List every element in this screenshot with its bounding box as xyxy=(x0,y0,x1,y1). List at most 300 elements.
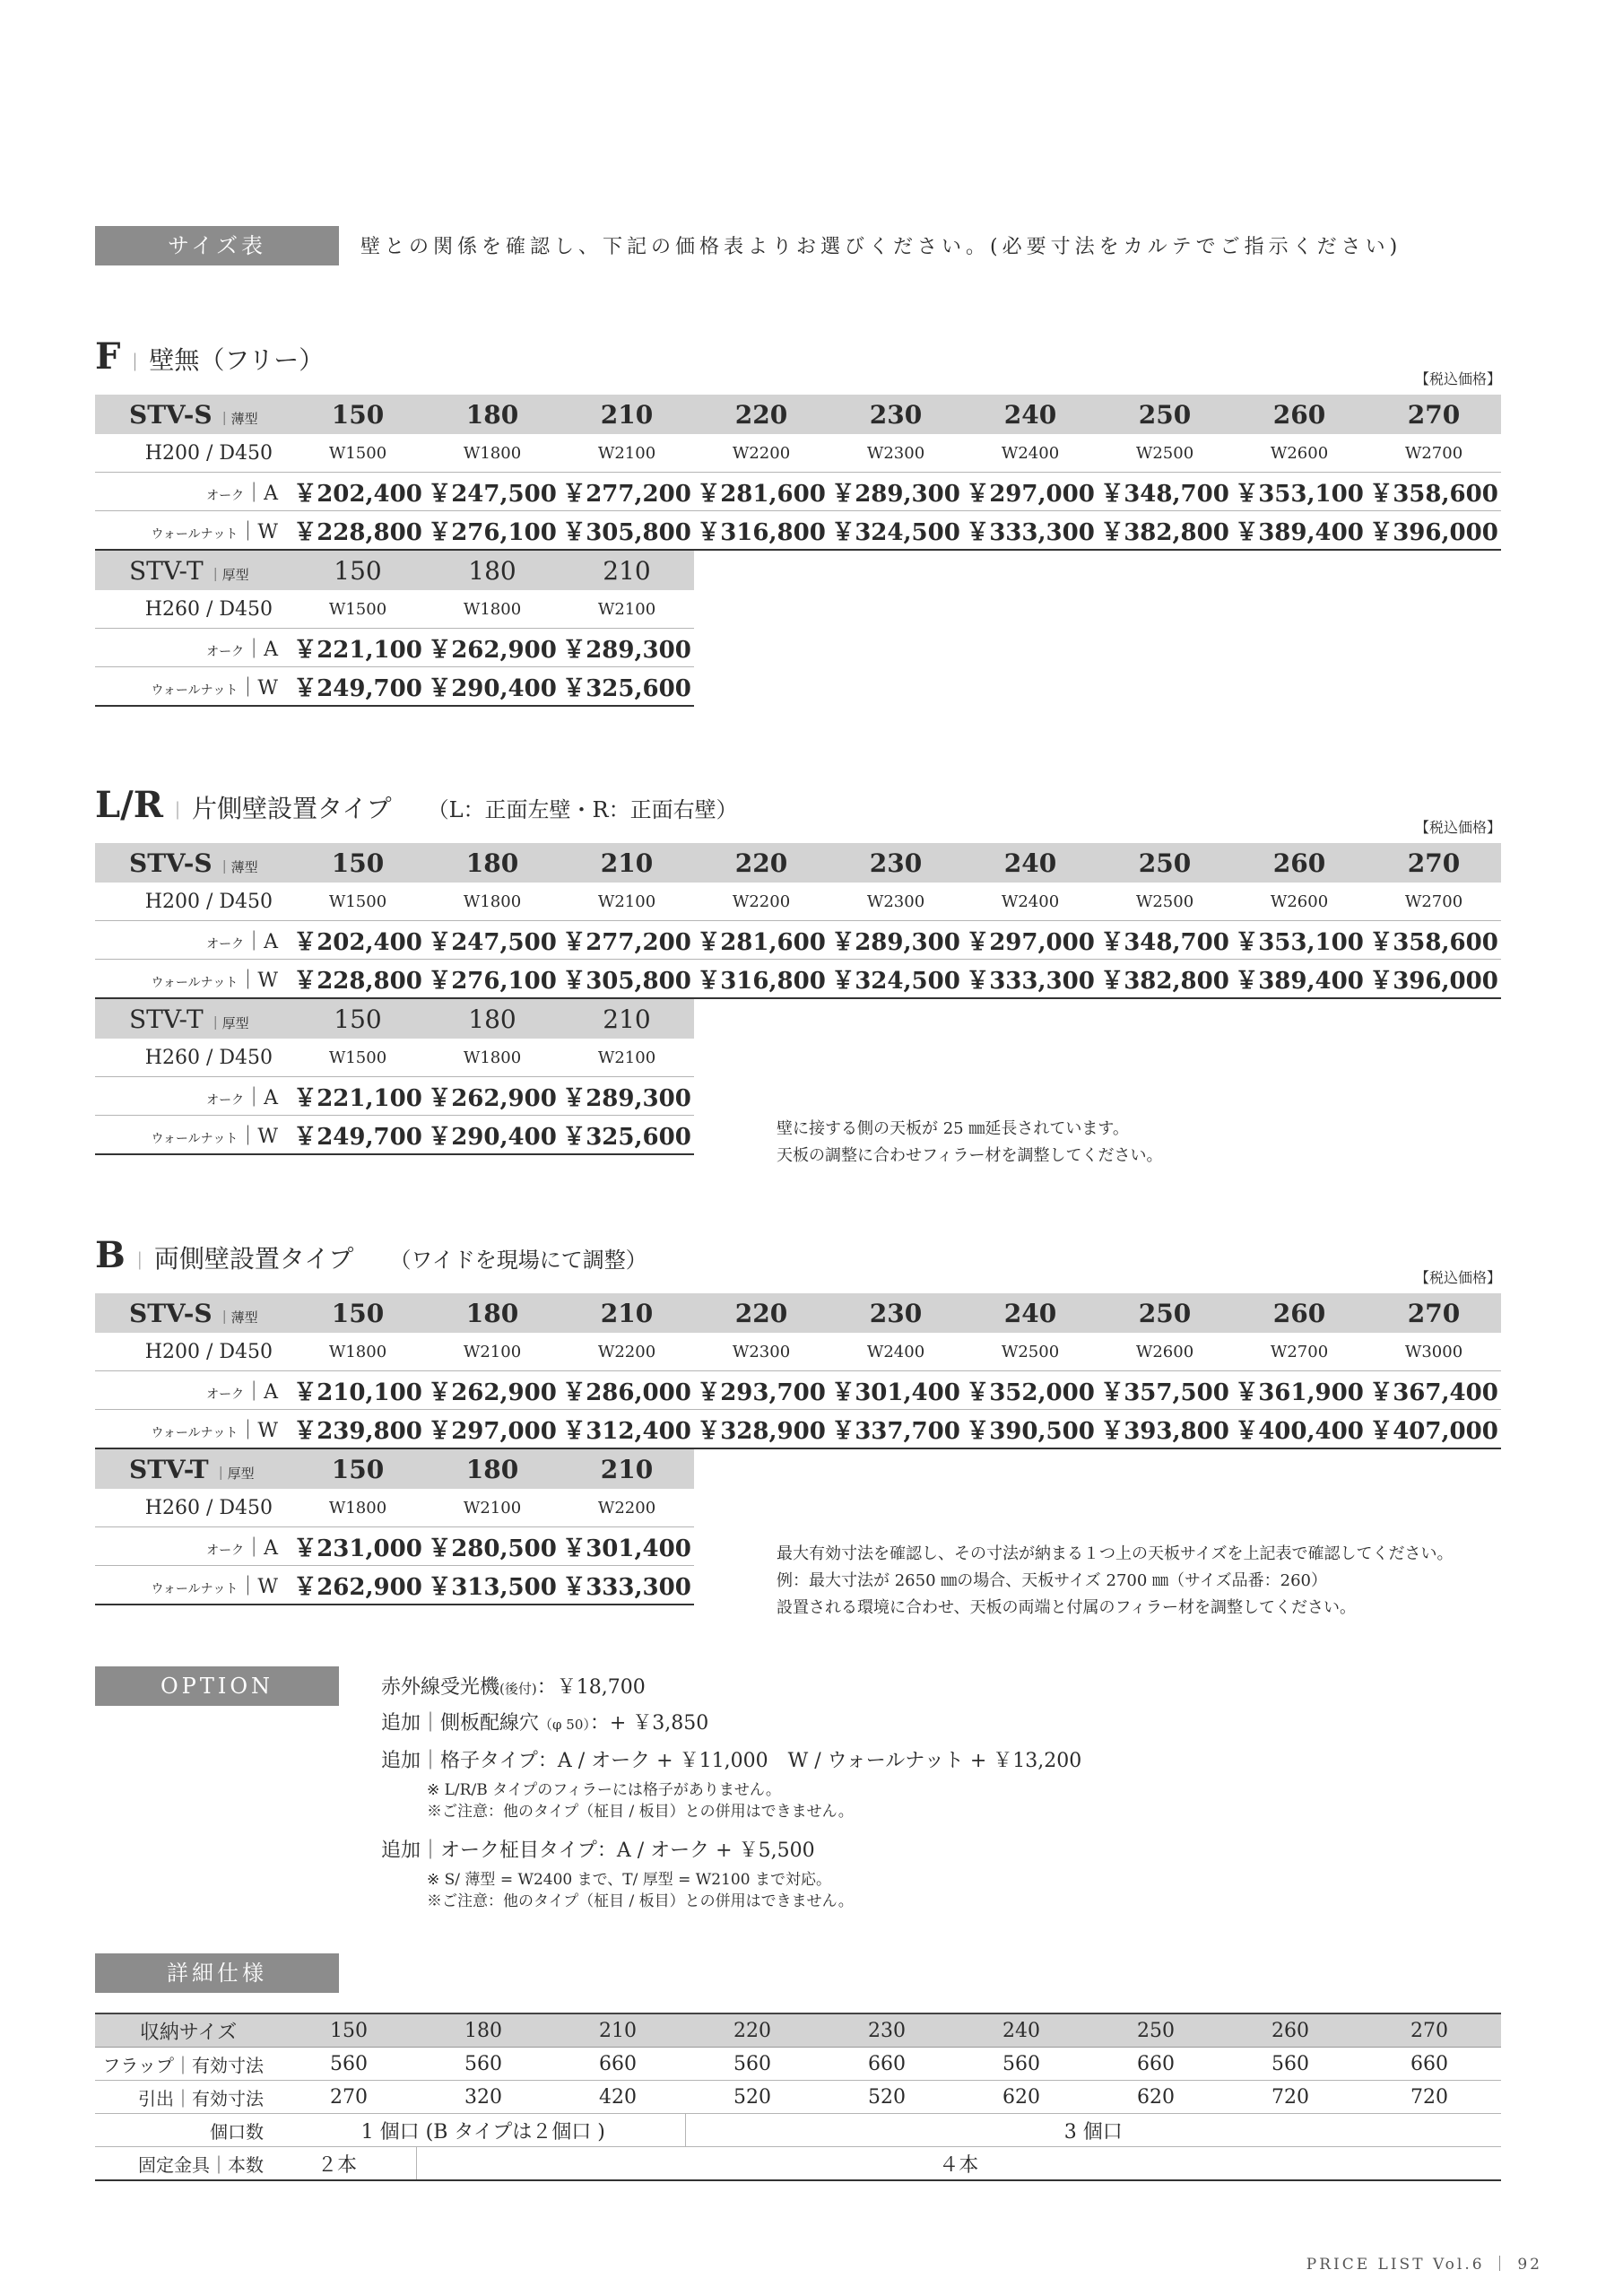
option-label: OPTION xyxy=(95,1666,339,1706)
spec-size: 250 xyxy=(1089,2013,1223,2048)
walnut-price: ￥228,800 xyxy=(291,960,425,999)
section-note-line: 天板の調整に合わせフィラー材を調整してください。 xyxy=(777,1146,1163,1165)
walnut-price: ￥396,000 xyxy=(1367,511,1501,551)
spec-cell: 520 xyxy=(685,2081,820,2114)
oak-price-row xyxy=(95,1077,694,1116)
walnut-price: ￥312,400 xyxy=(560,1410,694,1449)
width-value: W2300 xyxy=(829,883,963,921)
size-value: 180 xyxy=(425,551,560,590)
dimension-label: H260 / D450 xyxy=(95,590,291,629)
oak-label-text: オーク xyxy=(206,644,245,659)
oak-grade: ｜A xyxy=(244,930,278,953)
walnut-grade-text: W xyxy=(257,1419,278,1442)
width-value: W2300 xyxy=(829,434,963,473)
oak-grade: ｜A xyxy=(244,1086,278,1109)
section-divider: ｜ xyxy=(126,352,144,373)
model-code: STV-T xyxy=(129,555,204,586)
spec-label: 詳細仕様 xyxy=(95,1953,339,1993)
walnut-label-text: ウォールナット xyxy=(151,1581,239,1596)
size-value: 230 xyxy=(829,1293,963,1333)
size-value: 180 xyxy=(425,395,560,434)
walnut-grade-text: W xyxy=(257,520,278,544)
spec-count-row xyxy=(95,2114,1501,2147)
oak-price: ￥202,400 xyxy=(291,921,425,960)
walnut-price: ￥396,000 xyxy=(1367,960,1501,999)
walnut-price-row xyxy=(95,1116,694,1155)
oak-price: ￥221,100 xyxy=(291,629,425,667)
walnut-grade: ｜W xyxy=(238,969,278,992)
size-value: 230 xyxy=(829,843,963,883)
model-name xyxy=(95,1449,291,1489)
spec-cell: 660 xyxy=(1089,2048,1223,2081)
size-value: 230 xyxy=(829,395,963,434)
oak-price: ￥348,700 xyxy=(1098,921,1232,960)
oak-price-row xyxy=(95,921,1501,960)
spec-cell: 720 xyxy=(1358,2081,1501,2114)
page-footer: PRICE LIST Vol.6 ｜ 92 xyxy=(1306,2256,1542,2274)
spec-cell: 560 xyxy=(685,2048,820,2081)
spec-count-label: 個口数 xyxy=(95,2114,282,2147)
dimension-row xyxy=(95,1489,694,1527)
oak-grade: ｜A xyxy=(244,638,278,661)
oak-price: ￥262,900 xyxy=(425,1371,560,1410)
oak-label-text: オーク xyxy=(206,936,245,952)
option-masame-note-2: ※ご注意：他のタイプ（柾目 / 板目）との併用はできません。 xyxy=(427,1892,854,1910)
size-value: 220 xyxy=(694,843,829,883)
size-value: 260 xyxy=(1232,395,1367,434)
model-sub-text: 厚型 xyxy=(221,1014,249,1031)
oak-price: ￥293,700 xyxy=(694,1371,829,1410)
option-hole xyxy=(381,1708,708,1735)
oak-price: ￥289,300 xyxy=(829,921,963,960)
model-name xyxy=(95,551,291,590)
walnut-price: ￥324,500 xyxy=(829,960,963,999)
size-value: 180 xyxy=(425,843,560,883)
option-hole-main: 追加｜側板配線穴 xyxy=(381,1712,540,1735)
spec-size: 270 xyxy=(1358,2013,1501,2048)
spec-size: 220 xyxy=(685,2013,820,2048)
size-value: 250 xyxy=(1098,843,1232,883)
width-value: W2500 xyxy=(963,1333,1098,1371)
model-code: STV-T xyxy=(129,1004,204,1034)
walnut-grade: ｜W xyxy=(238,676,278,700)
width-value: W1800 xyxy=(425,590,560,629)
size-value: 220 xyxy=(694,1293,829,1333)
oak-price: ￥210,100 xyxy=(291,1371,425,1410)
oak-grade: ｜A xyxy=(244,482,278,505)
walnut-price-row xyxy=(95,1566,694,1605)
oak-price: ￥281,600 xyxy=(694,473,829,511)
model-sub-text: 薄型 xyxy=(230,858,258,875)
size-value: 210 xyxy=(560,843,694,883)
walnut-price-row xyxy=(95,1410,1501,1449)
size-value: 270 xyxy=(1367,843,1501,883)
walnut-price-row xyxy=(95,667,694,707)
size-value: 270 xyxy=(1367,1293,1501,1333)
model-code: STV-S xyxy=(129,399,213,430)
size-value: 180 xyxy=(425,999,560,1039)
walnut-label-text: ウォールナット xyxy=(151,683,239,698)
model-header-row xyxy=(95,1449,694,1489)
section-title-text: 片側壁設置タイプ xyxy=(191,794,392,823)
spec-size: 180 xyxy=(416,2013,551,2048)
model-sub-bar: ｜ xyxy=(217,858,231,875)
walnut-price: ￥333,300 xyxy=(560,1566,694,1605)
walnut-price: ￥239,800 xyxy=(291,1410,425,1449)
walnut-price: ￥316,800 xyxy=(694,960,829,999)
walnut-grade-text: W xyxy=(257,969,278,992)
oak-price: ￥262,900 xyxy=(425,629,560,667)
walnut-price: ￥333,300 xyxy=(963,960,1098,999)
model-sub xyxy=(218,1309,258,1326)
oak-price: ￥289,300 xyxy=(560,1077,694,1116)
oak-grade-text: A xyxy=(264,1536,278,1560)
oak-label xyxy=(95,1527,291,1566)
oak-price-row xyxy=(95,1527,694,1566)
walnut-label-text: ウォールナット xyxy=(151,1131,239,1146)
option-masame: 追加｜オーク柾目タイプ：A / オーク + ￥5,500 xyxy=(381,1839,815,1862)
walnut-price: ￥228,800 xyxy=(291,511,425,551)
dimension-row xyxy=(95,590,694,629)
model-sub-text: 薄型 xyxy=(230,410,258,427)
section-title xyxy=(95,335,360,378)
section-divider: ｜ xyxy=(168,800,187,822)
width-value: W2500 xyxy=(1098,434,1232,473)
model-header-row xyxy=(95,551,694,590)
spec-cell: 660 xyxy=(551,2048,685,2081)
width-value: W2200 xyxy=(560,1489,694,1527)
section-title-text: 両側壁設置タイプ xyxy=(153,1244,354,1274)
walnut-label-text: ウォールナット xyxy=(151,526,239,542)
spec-size: 230 xyxy=(820,2013,954,2048)
intro-text: 壁との関係を確認し、下記の価格表よりお選びください。(必要寸法をカルテでご指示ください) xyxy=(360,236,1402,258)
spec-table xyxy=(95,2013,1501,2181)
width-value: W2700 xyxy=(1232,1333,1367,1371)
option-lattice-note-1: ※ L/R/B タイプのフィラーには格子がありません。 xyxy=(427,1781,781,1799)
price-table-stv-s xyxy=(95,1293,1501,1449)
walnut-price-row xyxy=(95,960,1501,999)
size-value: 180 xyxy=(425,1293,560,1333)
width-value: W2100 xyxy=(560,883,694,921)
oak-price: ￥247,500 xyxy=(425,921,560,960)
walnut-grade-text: W xyxy=(257,1125,278,1148)
model-sub-bar: ｜ xyxy=(217,410,231,427)
size-value: 150 xyxy=(291,395,425,434)
walnut-price: ￥313,500 xyxy=(425,1566,560,1605)
oak-price: ￥221,100 xyxy=(291,1077,425,1116)
oak-price: ￥231,000 xyxy=(291,1527,425,1566)
width-value: W2600 xyxy=(1232,434,1367,473)
model-sub-text: 薄型 xyxy=(230,1309,258,1326)
width-value: W2200 xyxy=(694,883,829,921)
width-value: W1500 xyxy=(291,590,425,629)
spec-header-row xyxy=(95,2013,1501,2048)
spec-fix-b: ４本 xyxy=(416,2147,1501,2181)
model-code: STV-S xyxy=(129,848,213,878)
oak-price: ￥280,500 xyxy=(425,1527,560,1566)
size-value: 150 xyxy=(291,1449,425,1489)
spec-flap-label: フラップ｜有効寸法 xyxy=(95,2048,282,2081)
section-letter: F xyxy=(95,335,121,378)
oak-label-text: オーク xyxy=(206,1387,245,1402)
size-value: 250 xyxy=(1098,395,1232,434)
walnut-label xyxy=(95,511,291,551)
width-value: W2100 xyxy=(425,1333,560,1371)
oak-price: ￥301,400 xyxy=(560,1527,694,1566)
width-value: W1800 xyxy=(425,434,560,473)
walnut-price: ￥290,400 xyxy=(425,667,560,707)
model-sub xyxy=(209,1015,249,1031)
walnut-price: ￥290,400 xyxy=(425,1116,560,1155)
section-letter: L/R xyxy=(95,784,163,826)
tax-label: 【税込価格】 xyxy=(1414,819,1501,836)
price-table-stv-s xyxy=(95,395,1501,551)
size-value: 260 xyxy=(1232,1293,1367,1333)
spec-cell: 270 xyxy=(282,2081,416,2114)
spec-drawer-label: 引出｜有効寸法 xyxy=(95,2081,282,2114)
walnut-price: ￥316,800 xyxy=(694,511,829,551)
option-ir xyxy=(381,1672,646,1700)
spec-flap-row xyxy=(95,2048,1501,2081)
section-note-line: 設置される環境に合わせ、天板の両端と付属のフィラー材を調整してください。 xyxy=(777,1598,1357,1617)
width-value: W2200 xyxy=(560,1333,694,1371)
section-title xyxy=(95,1234,647,1276)
model-sub xyxy=(214,1465,255,1482)
oak-price-row xyxy=(95,1371,1501,1410)
spec-cell: 660 xyxy=(1358,2048,1501,2081)
size-value: 210 xyxy=(560,395,694,434)
walnut-price: ￥325,600 xyxy=(560,1116,694,1155)
size-value: 150 xyxy=(291,999,425,1039)
model-sub-text: 厚型 xyxy=(221,566,249,583)
oak-label-text: オーク xyxy=(206,1092,245,1108)
spec-size: 150 xyxy=(282,2013,416,2048)
walnut-grade: ｜W xyxy=(238,1419,278,1442)
walnut-price: ￥276,100 xyxy=(425,511,560,551)
oak-price: ￥367,400 xyxy=(1367,1371,1501,1410)
spec-cell: 620 xyxy=(954,2081,1089,2114)
oak-price: ￥361,900 xyxy=(1232,1371,1367,1410)
oak-price: ￥358,600 xyxy=(1367,921,1501,960)
walnut-label xyxy=(95,1410,291,1449)
width-value: W2100 xyxy=(560,590,694,629)
price-table-stv-t xyxy=(95,551,694,707)
oak-price: ￥297,000 xyxy=(963,921,1098,960)
oak-price: ￥352,000 xyxy=(963,1371,1098,1410)
section-title xyxy=(95,784,738,826)
size-value: 210 xyxy=(560,551,694,590)
size-value: 240 xyxy=(963,843,1098,883)
size-value: 240 xyxy=(963,1293,1098,1333)
walnut-price: ￥390,500 xyxy=(963,1410,1098,1449)
oak-price-row xyxy=(95,473,1501,511)
width-value: W2600 xyxy=(1232,883,1367,921)
width-value: W2200 xyxy=(694,434,829,473)
option-lattice-note-2: ※ご注意：他のタイプ（柾目 / 板目）との併用はできません。 xyxy=(427,1803,854,1821)
walnut-price: ￥400,400 xyxy=(1232,1410,1367,1449)
oak-price: ￥353,100 xyxy=(1232,473,1367,511)
size-value: 150 xyxy=(291,551,425,590)
width-value: W2100 xyxy=(425,1489,560,1527)
section-note-line: 最大有効寸法を確認し、その寸法が納まる１つ上の天板サイズを上記表で確認してください。 xyxy=(777,1544,1454,1563)
walnut-price: ￥333,300 xyxy=(963,511,1098,551)
oak-price: ￥281,600 xyxy=(694,921,829,960)
oak-price-row xyxy=(95,629,694,667)
section-subtitle: （L：正面左壁・R：正面右壁） xyxy=(427,797,738,822)
oak-price: ￥348,700 xyxy=(1098,473,1232,511)
spec-cell: 520 xyxy=(820,2081,954,2114)
model-sub-bar: ｜ xyxy=(213,1465,228,1482)
oak-grade-text: A xyxy=(264,1086,278,1109)
section-note-line: 壁に接する側の天板が 25 ㎜延長されています。 xyxy=(777,1119,1129,1138)
model-header-row xyxy=(95,1293,1501,1333)
model-name xyxy=(95,843,291,883)
walnut-price: ￥389,400 xyxy=(1232,960,1367,999)
width-value: W1800 xyxy=(291,1489,425,1527)
oak-price: ￥202,400 xyxy=(291,473,425,511)
width-value: W2400 xyxy=(829,1333,963,1371)
spec-cell: 560 xyxy=(1223,2048,1358,2081)
model-sub-bar: ｜ xyxy=(208,1014,222,1031)
dimension-label: H200 / D450 xyxy=(95,1333,291,1371)
section-note xyxy=(777,1116,1163,1170)
walnut-price: ￥262,900 xyxy=(291,1566,425,1605)
oak-grade-text: A xyxy=(264,482,278,505)
oak-label xyxy=(95,629,291,667)
oak-price: ￥357,500 xyxy=(1098,1371,1232,1410)
size-value: 250 xyxy=(1098,1293,1232,1333)
size-value: 150 xyxy=(291,1293,425,1333)
oak-price: ￥247,500 xyxy=(425,473,560,511)
spec-count-a: 1 個口 (B タイプは２個口 ) xyxy=(282,2114,685,2147)
model-sub xyxy=(218,411,258,427)
width-value: W2300 xyxy=(694,1333,829,1371)
oak-label xyxy=(95,1371,291,1410)
model-header-row xyxy=(95,999,694,1039)
oak-grade-text: A xyxy=(264,930,278,953)
model-sub-bar: ｜ xyxy=(208,566,222,583)
walnut-price: ￥276,100 xyxy=(425,960,560,999)
oak-price: ￥301,400 xyxy=(829,1371,963,1410)
option-hole-price: ：+ ￥3,850 xyxy=(589,1712,709,1735)
walnut-price: ￥389,400 xyxy=(1232,511,1367,551)
option-ir-price: ：￥18,700 xyxy=(536,1676,646,1699)
oak-price: ￥277,200 xyxy=(560,921,694,960)
price-table-stv-t xyxy=(95,999,694,1155)
model-name xyxy=(95,395,291,434)
oak-label-text: オーク xyxy=(206,488,245,503)
width-value: W1800 xyxy=(425,1039,560,1077)
width-value: W2600 xyxy=(1098,1333,1232,1371)
oak-price: ￥262,900 xyxy=(425,1077,560,1116)
spec-cell: 420 xyxy=(551,2081,685,2114)
oak-price: ￥289,300 xyxy=(829,473,963,511)
section-letter: B xyxy=(95,1234,126,1276)
walnut-price: ￥337,700 xyxy=(829,1410,963,1449)
walnut-price: ￥407,000 xyxy=(1367,1410,1501,1449)
walnut-price-row xyxy=(95,511,1501,551)
width-value: W1500 xyxy=(291,434,425,473)
walnut-grade: ｜W xyxy=(238,520,278,544)
walnut-label-text: ウォールナット xyxy=(151,975,239,990)
width-value: W1500 xyxy=(291,1039,425,1077)
model-name xyxy=(95,1293,291,1333)
spec-fix-row xyxy=(95,2147,1501,2181)
section-divider: ｜ xyxy=(130,1250,149,1272)
size-table-label: サイズ表 xyxy=(95,226,339,265)
spec-cell: 320 xyxy=(416,2081,551,2114)
oak-price: ￥358,600 xyxy=(1367,473,1501,511)
section-note xyxy=(777,1541,1454,1622)
size-value: 220 xyxy=(694,395,829,434)
model-sub xyxy=(209,567,249,583)
model-header-row xyxy=(95,395,1501,434)
width-value: W1800 xyxy=(291,1333,425,1371)
size-value: 210 xyxy=(560,1449,694,1489)
spec-count-b: 3 個口 xyxy=(685,2114,1501,2147)
width-value: W2700 xyxy=(1367,434,1501,473)
dimension-row xyxy=(95,434,1501,473)
price-table-stv-t xyxy=(95,1449,694,1605)
section-title-text: 壁無（フリー） xyxy=(149,345,325,375)
width-value: W2400 xyxy=(963,434,1098,473)
spec-drawer-row xyxy=(95,2081,1501,2114)
model-code: STV-T xyxy=(129,1454,209,1484)
spec-size: 260 xyxy=(1223,2013,1358,2048)
tax-label: 【税込価格】 xyxy=(1414,370,1501,387)
walnut-price: ￥393,800 xyxy=(1098,1410,1232,1449)
dimension-label: H200 / D450 xyxy=(95,883,291,921)
oak-grade-text: A xyxy=(264,638,278,661)
spec-size: 240 xyxy=(954,2013,1089,2048)
oak-grade: ｜A xyxy=(244,1536,278,1560)
size-value: 210 xyxy=(560,999,694,1039)
model-sub-bar: ｜ xyxy=(217,1309,231,1326)
size-value: 180 xyxy=(425,1449,560,1489)
oak-label xyxy=(95,473,291,511)
dimension-row xyxy=(95,883,1501,921)
spec-cell: 560 xyxy=(282,2048,416,2081)
oak-price: ￥297,000 xyxy=(963,473,1098,511)
walnut-price: ￥297,000 xyxy=(425,1410,560,1449)
option-masame-note-1: ※ S/ 薄型 = W2400 まで、T/ 厚型 = W2100 まで対応。 xyxy=(427,1871,831,1889)
spec-fix-a: ２本 xyxy=(282,2147,416,2181)
walnut-price: ￥305,800 xyxy=(560,511,694,551)
width-value: W2700 xyxy=(1367,883,1501,921)
option-ir-main: 赤外線受光機 xyxy=(381,1676,500,1699)
walnut-label-text: ウォールナット xyxy=(151,1425,239,1440)
walnut-price: ￥324,500 xyxy=(829,511,963,551)
walnut-price: ￥382,800 xyxy=(1098,511,1232,551)
spec-cell: 560 xyxy=(416,2048,551,2081)
walnut-price: ￥325,600 xyxy=(560,667,694,707)
walnut-label xyxy=(95,667,291,707)
model-sub-text: 厚型 xyxy=(227,1465,255,1482)
width-value: W1800 xyxy=(425,883,560,921)
width-value: W2500 xyxy=(1098,883,1232,921)
size-value: 240 xyxy=(963,395,1098,434)
width-value: W1500 xyxy=(291,883,425,921)
tax-label: 【税込価格】 xyxy=(1414,1269,1501,1286)
width-value: W2400 xyxy=(963,883,1098,921)
walnut-grade: ｜W xyxy=(238,1125,278,1148)
option-lattice: 追加｜格子タイプ：A / オーク + ￥11,000 W / ウォールナット + ￥13,200 xyxy=(381,1750,1082,1772)
walnut-price: ￥328,900 xyxy=(694,1410,829,1449)
model-sub xyxy=(218,859,258,875)
size-value: 260 xyxy=(1232,843,1367,883)
size-value: 210 xyxy=(560,1293,694,1333)
walnut-grade-text: W xyxy=(257,1575,278,1598)
